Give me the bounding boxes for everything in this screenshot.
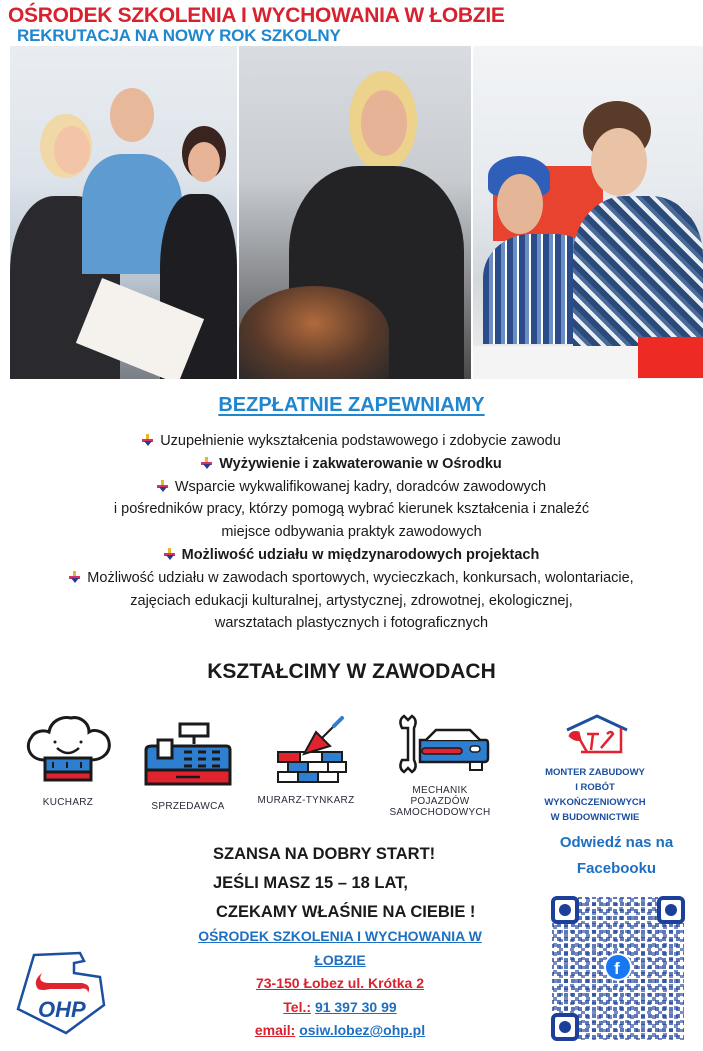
benefit-item: Możliwość udziału w zawodach sportowych, wycieczkach, konkursach, wolontariacie, [0,567,703,590]
facebook-prompt: Odwiedź nas na Facebooku [559,834,674,877]
benefit-item-continuation: miejsce odbywania praktyk zawodowych [221,524,482,541]
tel-label: Tel.: [283,998,312,1015]
email-link[interactable]: osiw.lobez@ohp.pl [299,1022,426,1038]
bullet-arrow-icon [164,548,175,560]
bullet-arrow-icon [201,457,212,469]
benefits-heading: BEZPŁATNIE ZAPEWNIAMY [218,394,485,416]
page-title: OŚRODEK SZKOLENIA I WYCHOWANIA W ŁOBZIE [8,4,505,27]
svg-text:OHP: OHP [38,997,86,1022]
profession-monter [530,712,660,825]
professions-heading: KSZTAŁCIMY W ZAWODACH [207,660,496,683]
profession-sprzedawca [133,722,243,812]
svg-text:f: f [614,959,620,978]
photo-chef-cooking [239,46,471,379]
slogan: SZANSA NA DOBRY START! JEŚLI MASZ 15 – 18 LAT, CZEKAMY WŁAŚNIE NA CIEBIE ! [213,845,476,921]
decorative-red-block [638,337,703,378]
email-label: email: [254,1022,296,1038]
address-link[interactable]: 73-150 Łobez ul. Krótka 2 [255,975,425,991]
profession-mechanik [375,710,505,818]
page-subtitle: REKRUTACJA NA NOWY ROK SZKOLNY [17,26,341,45]
chef-hat-icon [23,712,113,784]
benefits-list [0,430,703,635]
benefit-item-continuation: warsztatach plastycznych i fotograficznych [214,615,489,632]
photo-students-hair [10,46,237,379]
ohp-logo [14,945,106,1035]
cash-register-icon [140,722,236,788]
house-tools-icon [555,712,635,756]
org-name-link-2[interactable]: ŁOBZIE [314,951,366,968]
benefit-item: Wyżywienie i zakwaterowanie w Ośrodku [0,453,703,476]
profession-murarz-tynkarz [250,716,362,806]
bullet-arrow-icon [142,434,153,446]
benefit-item: Uzupełnienie wykształcenia podstawowego i zdobycie zawodu [0,430,703,453]
photo-collage [10,46,703,379]
wrench-car-icon [390,710,490,778]
profession-label: MECHANIK POJAZDÓW SAMOCHODOWYCH [389,785,491,818]
brick-wall-trowel-icon [264,716,348,788]
bullet-arrow-icon [157,480,168,492]
profession-label: MONTER ZABUDOWY I ROBÓT WYKOŃCZENIOWYCH W BUDOWNICTWIE [544,767,646,823]
profession-label: SPRZEDAWCA [151,801,225,812]
profession-label: KUCHARZ [42,797,94,808]
profession-label: MURARZ-TYNKARZ [257,795,355,806]
phone-link[interactable]: 91 397 30 99 [314,998,397,1015]
benefit-item-continuation: zajęciach edukacji kulturalnej, artystycznej, zdrowotnej, ekologicznej, [130,592,573,609]
benefit-item: Wsparcie wykwalifikowanej kadry, doradców zawodowych [0,476,703,499]
benefit-item-continuation: i pośredników pracy, którzy pomogą wybrać kierunek kształcenia i znaleźć [113,501,590,518]
bullet-arrow-icon [69,571,80,583]
org-name-link[interactable]: OŚRODEK SZKOLENIA I WYCHOWANIA W [198,928,482,944]
profession-kucharz [18,712,118,808]
benefit-item: Możliwość udziału w międzynarodowych projektach [0,544,703,567]
facebook-qr-code[interactable] [550,895,686,1042]
contact-block [150,925,530,1043]
photo-smiling-students [473,46,703,379]
